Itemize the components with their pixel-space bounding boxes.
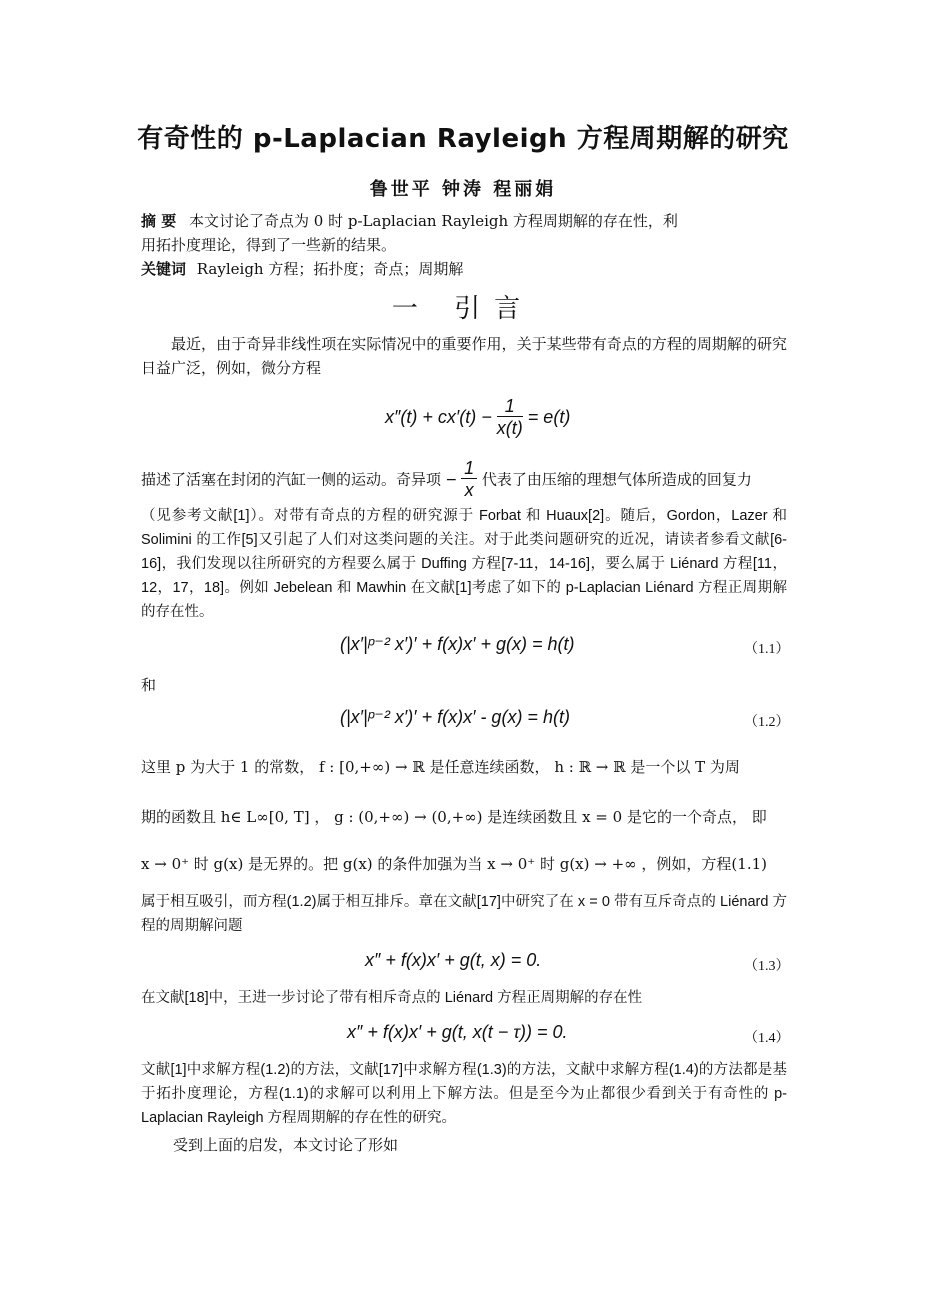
equation-1-4: x″ + f(x)x′ + g(t, x(t − τ)) = 0.: [347, 1022, 568, 1042]
intro-paragraph-2: [141, 458, 752, 501]
intro-paragraph-2-start: 描述了活塞在封闭的汽缸一侧的运动。奇异项: [141, 470, 442, 489]
intro-paragraph-4-line-2: 期的函数且 h∈ L∞[0, T] ， g : (0,+∞) → (0,+∞) 是连续函数且 x = 0 是它的一个奇点， 即: [141, 808, 767, 826]
singular-term-numerator: 1: [461, 458, 477, 479]
singular-term-sign: −: [445, 469, 457, 490]
abstract-label: 摘 要: [141, 212, 177, 230]
equation-1-1-number: （1.1）: [744, 642, 790, 657]
equation-1-2-number: （1.2）: [744, 715, 790, 730]
singular-term-denominator: x: [464, 480, 474, 500]
intro-paragraph-4-line-1: 这里 p 为大于 1 的常数， f : [0,+∞) → ℝ 是任意连续函数， h : ℝ → ℝ 是一个以 T 为周: [141, 758, 740, 776]
conjunction-and: 和: [141, 676, 157, 694]
equation-1-3-number: （1.3）: [744, 959, 790, 974]
intro-paragraph-3: （见参考文献[1]）。对带有奇点的方程的研究源于 Forbat 和 Huaux[2]。随后，Gordon，Lazer 和 Solimini 的工作[5]又引起了人们对这类问题的关注。对于此类问题研究的近况，请读者参看文献[6-16]，我们发现以往所研究的方程要么属于 Duffing 方程[7-11，14-16]，要么属于 Liénard 方程[11，12，17，18]。例如 Jebelean 和 Mawhin 在文献[1]考虑了如下的 p-Laplacian Liénard 方程正周期解的存在性。: [141, 508, 787, 620]
author-list: 鲁世平 钟涛 程丽娟: [369, 179, 557, 200]
abstract-line-1: [141, 210, 678, 232]
keywords: [141, 258, 463, 280]
keywords-text: Rayleigh 方程；拓扑度；奇点；周期解: [196, 260, 464, 278]
intro-paragraph-2-end: 代表了由压缩的理想气体所造成的回复力: [481, 470, 752, 489]
paper-title: 有奇性的 p-Laplacian Rayleigh 方程周期解的研究: [137, 124, 789, 154]
equation-0-rhs: = e(t): [527, 407, 571, 427]
section-heading: 一 引言: [391, 294, 535, 324]
intro-paragraph-7: 文献[1]中求解方程(1.2)的方法，文献[17]中求解方程(1.3)的方法，文献中求解方程(1.4)的方法都是基于拓扑度理论，方程(1.1)的求解可以利用上下解方法。但是至今为止都很少看到关于有奇性的 p-Laplacian Rayleigh 方程周期解的存在性的研究。: [141, 1062, 787, 1126]
equation-0-numerator: 1: [497, 396, 523, 417]
equation-1-3: x″ + f(x)x′ + g(t, x) = 0.: [365, 950, 542, 970]
intro-paragraph-4-line-3: x → 0⁺ 时 g(x) 是无界的。把 g(x) 的条件加强为当 x → 0⁺ 时 g(x) → +∞ ，例如，方程(1.1): [141, 855, 767, 873]
intro-paragraph-5: 属于相互吸引，而方程(1.2)属于相互排斥。章在文献[17]中研究了在 x = 0 带有互斥奇点的 Liénard 方程的周期解问题: [141, 894, 787, 934]
intro-paragraph-8: 受到上面的启发，本文讨论了形如: [173, 1136, 399, 1154]
equation-0-lhs: x″(t) + cx′(t) −: [385, 407, 492, 427]
equation-0-denominator: x(t): [496, 418, 523, 438]
intro-paragraph-1: 最近，由于奇异非线性项在实际情况中的重要作用，关于某些带有奇点的方程的周期解的研究日益广泛，例如，微分方程: [141, 335, 787, 377]
abstract-line-2: 用拓扑度理论，得到了一些新的结果。: [141, 236, 397, 254]
equation-1-4-number: （1.4）: [744, 1031, 790, 1046]
equation-0-fraction: [497, 396, 523, 439]
equation-0: [385, 396, 570, 439]
intro-paragraph-6: 在文献[18]中，王进一步讨论了带有相斥奇点的 Liénard 方程正周期解的存在性: [141, 990, 643, 1006]
equation-1-2: (|x′|ᵖ⁻² x′)′ + f(x)x′ - g(x) = h(t): [340, 707, 570, 727]
singular-term-fraction: [461, 458, 477, 501]
keywords-label: 关键词: [141, 260, 187, 278]
abstract-text-1: 本文讨论了奇点为 0 时 p-Laplacian Rayleigh 方程周期解的存在性，利: [189, 212, 678, 230]
equation-1-1: (|x′|ᵖ⁻² x′)′ + f(x)x′ + g(x) = h(t): [340, 634, 575, 654]
